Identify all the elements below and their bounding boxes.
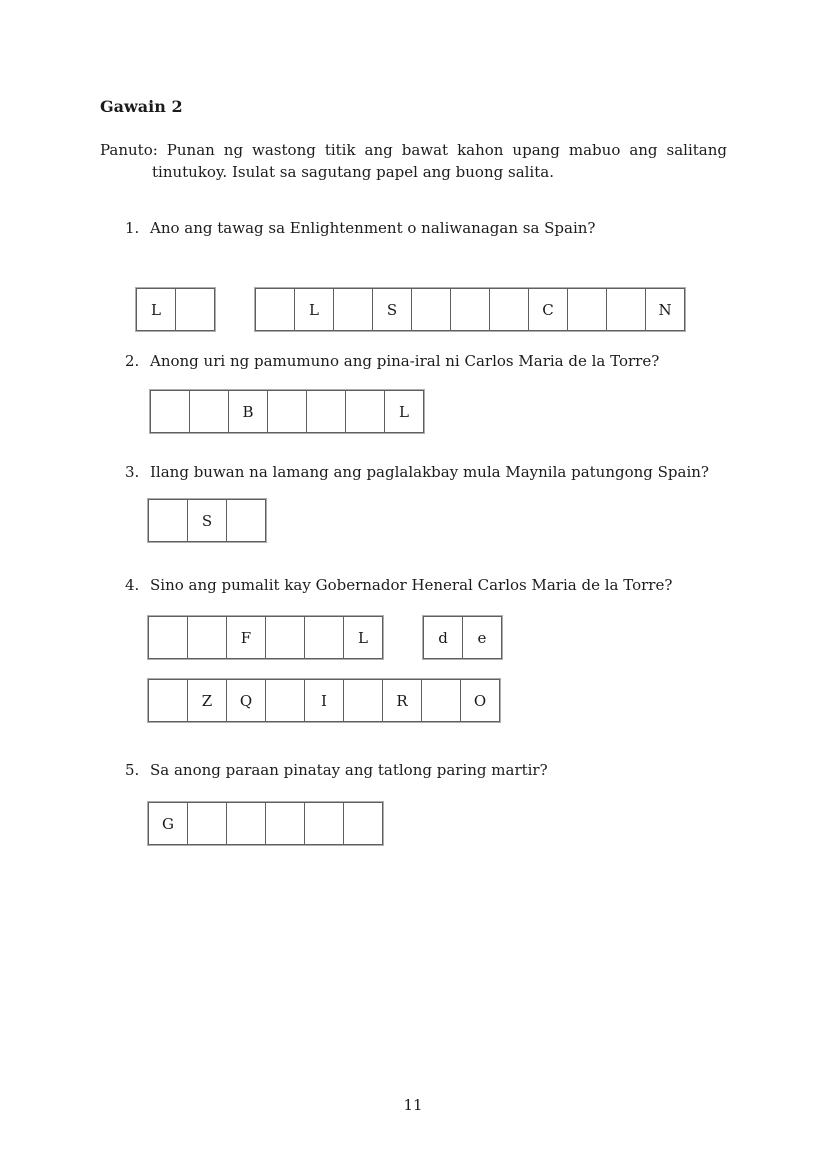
instructions-line-2: tinutukoy. Isulat sa sagutang papel ang buong salita. <box>152 163 554 181</box>
answer-letter-cell <box>411 288 451 331</box>
answer-letter-cell <box>267 390 307 433</box>
answer-letter-cell <box>255 288 295 331</box>
answer-letter-cell: L <box>294 288 334 331</box>
answer-letter-cell: B <box>228 390 268 433</box>
answer-box-group <box>148 679 500 722</box>
question-number: 2. <box>125 352 140 370</box>
answer-box-rows <box>100 390 727 433</box>
answer-letter-cell <box>304 802 344 845</box>
answer-letter-cell: N <box>645 288 685 331</box>
question-line <box>100 351 727 372</box>
answer-box-row <box>148 679 727 722</box>
answer-letter-cell: G <box>148 802 188 845</box>
answer-letter-cell <box>265 679 305 722</box>
answer-box-group <box>148 616 383 659</box>
answer-letter-cell <box>489 288 529 331</box>
answer-letter-cell: L <box>343 616 383 659</box>
answer-letter-cell <box>265 802 305 845</box>
answer-letter-cell: d <box>423 616 463 659</box>
answer-letter-cell <box>343 679 383 722</box>
question-2 <box>100 351 727 433</box>
answer-letter-cell: S <box>372 288 412 331</box>
question-3 <box>100 462 727 542</box>
answer-letter-cell: Q <box>226 679 266 722</box>
question-line <box>100 218 727 239</box>
answer-letter-cell <box>148 679 188 722</box>
answer-letter-cell: L <box>136 288 176 331</box>
answer-letter-cell: Z <box>187 679 227 722</box>
question-number: 5. <box>125 761 140 779</box>
question-text: Sa anong paraan pinatay ang tatlong paring martir? <box>150 761 548 779</box>
answer-letter-cell: C <box>528 288 568 331</box>
answer-letter-cell <box>187 616 227 659</box>
answer-box-group <box>148 802 383 845</box>
answer-letter-cell <box>265 616 305 659</box>
answer-letter-cell <box>450 288 490 331</box>
answer-letter-cell <box>304 616 344 659</box>
answer-letter-cell: I <box>304 679 344 722</box>
answer-box-rows <box>100 288 727 331</box>
answer-letter-cell <box>148 499 188 542</box>
question-5 <box>100 760 727 845</box>
instructions <box>100 139 727 183</box>
activity-title: Gawain 2 <box>100 97 183 116</box>
answer-box-group <box>255 288 685 331</box>
answer-letter-cell: F <box>226 616 266 659</box>
question-4 <box>100 575 727 722</box>
question-text: Ilang buwan na lamang ang paglalakbay mula Maynila patungong Spain? <box>150 463 709 481</box>
question-text: Ano ang tawag sa Enlightenment o naliwanagan sa Spain? <box>150 219 596 237</box>
question-line <box>100 760 727 781</box>
question-number: 4. <box>125 576 140 594</box>
questions-list <box>100 218 727 845</box>
instructions-line-1: Panuto: Punan ng wastong titik ang bawat kahon upang mabuo ang salitang <box>100 141 727 159</box>
answer-letter-cell <box>187 802 227 845</box>
answer-letter-cell <box>345 390 385 433</box>
answer-letter-cell <box>343 802 383 845</box>
answer-letter-cell <box>148 616 188 659</box>
answer-letter-cell <box>567 288 607 331</box>
answer-letter-cell <box>150 390 190 433</box>
answer-box-group <box>148 499 266 542</box>
answer-letter-cell: L <box>384 390 424 433</box>
answer-box-rows <box>100 616 727 722</box>
answer-box-row <box>150 390 727 433</box>
page-number: 11 <box>403 1096 423 1114</box>
answer-box-rows <box>100 499 727 542</box>
answer-box-rows <box>100 802 727 845</box>
answer-box-row <box>148 616 727 659</box>
answer-letter-cell <box>189 390 229 433</box>
answer-letter-cell <box>226 499 266 542</box>
question-line <box>100 575 727 596</box>
question-text: Anong uri ng pamumuno ang pina-iral ni Carlos Maria de la Torre? <box>150 352 660 370</box>
answer-letter-cell <box>606 288 646 331</box>
answer-letter-cell: R <box>382 679 422 722</box>
answer-letter-cell <box>333 288 373 331</box>
question-number: 3. <box>125 463 140 481</box>
answer-box-group <box>136 288 215 331</box>
question-number: 1. <box>125 219 140 237</box>
answer-box-row <box>148 802 727 845</box>
answer-letter-cell <box>306 390 346 433</box>
answer-box-group <box>150 390 424 433</box>
question-1 <box>100 218 727 331</box>
answer-letter-cell: O <box>460 679 500 722</box>
answer-letter-cell: S <box>187 499 227 542</box>
answer-letter-cell: e <box>462 616 502 659</box>
answer-letter-cell <box>175 288 215 331</box>
answer-box-row <box>148 499 727 542</box>
answer-letter-cell <box>421 679 461 722</box>
question-text: Sino ang pumalit kay Gobernador Heneral Carlos Maria de la Torre? <box>150 576 673 594</box>
answer-box-row <box>136 288 727 331</box>
answer-letter-cell <box>226 802 266 845</box>
question-line <box>100 462 727 483</box>
answer-box-group <box>423 616 502 659</box>
